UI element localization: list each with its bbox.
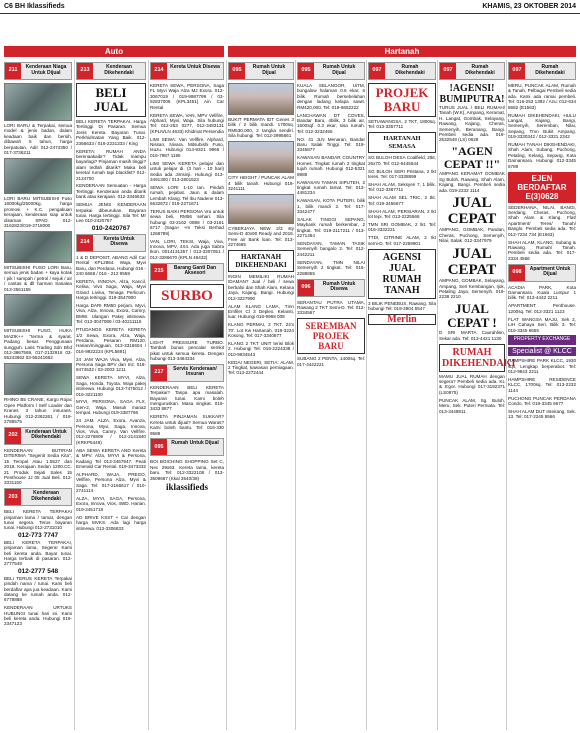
jual-cepat-banner: JUAL CEPAT ! <box>447 301 497 331</box>
ad-text: CITY HEIGHT / PUNCAK ALAM 4 bilik tanah. Hubungi 019-3241111 <box>228 175 294 191</box>
ad-text: HAMPSHIRE PARK KLCC, 1930 sqs, Lengkap berperabot. Tel: 012-9843 2211 <box>508 358 576 375</box>
ad-text: KERETA: RUMAH ANDA berenaakaibr? Tidak mampu bayarlagi? Pinjaman masih tinggi? alam tedlah ditarik? Maka beli kereta/ rumah tapi blacklist? 012-2124700 <box>76 148 146 181</box>
ad-text: NO. 41 JLN Menaran, Bandar Baru Salak Tinggi. Tel: 019-3345877 <box>297 136 365 153</box>
ad-text: KAWASAN, KOTA PUTERI, bilik 1, bilik mandi 2. Tel: 017-3342477 <box>297 198 365 215</box>
seremban-banner: SEREMBAN PROJEK BARU <box>297 318 365 354</box>
beli-jual-logo: BELI JUAL <box>76 83 146 117</box>
column-6 <box>368 60 436 730</box>
ad-text: INGIN MEMILIKI RUMAH IDAMAN? Jual / beli / sewa berbaloi dan Shah Alam, Kelana Jaya, Kajang, Bangi. Hubungi 012-3227990 <box>228 273 294 301</box>
house-photo <box>228 141 294 173</box>
category-header: 211 Kenderaan Niaga Untuk Dijual <box>4 62 72 80</box>
ad-text: LIMI SEWA: Van Vellfire, Alphard, Nissan, Nivara. Mitsubishi Fuso, Isuzu. Hubungi 014-9321 9965 / 016-7987 1195 <box>150 136 224 158</box>
ad-text: KERETA, INNOVA, Alza, Kancil, Kelisa, Vivo Saga, Waja, Myvi Grand Livina, Tenaga Perlicum. Harga tertinggi. 019-3547900 <box>76 278 146 301</box>
column-divider <box>148 60 149 730</box>
phone-number: 012-773 7747 <box>17 532 59 540</box>
header-section: C6 BH Iklassifieds <box>4 3 65 10</box>
ad-text: SALAK TINGGI SEPANG, Maybank rumah berkembar, 2 tingkat. Tel: 019-2117211 / 013-2271464 <box>297 216 365 239</box>
ad-text: RUMAH DIKEHENDAKI, HULU Langat, Kajang, Bangi, Semenyih, Seremban, Nilai, Sepang, Tmn Bukit Ampang. 019-3330342 / 012-3321 2342 <box>508 112 576 140</box>
ad-text: LANCHAWAN DT COVES, Bandar Baru, 4bilik, 3 bilik air, 1600sqf. 0.3 ekar, sisa rumah. Tel: 012-3232455 <box>297 112 365 134</box>
category-header: 097 Rumah Dikehendaki <box>439 62 505 80</box>
ad-text: SETIAWANGSA, 2 TKT, 1800sq. Tel: 013-3357711 <box>368 119 436 130</box>
ad-text: BELI KERETA TERPAKAI pinjaman lama / tamat, dengan tunai segera. Terus bayaran tunai. Hubungi 012-2731010 <box>4 509 72 531</box>
ad-text: SERANTAU PUTRA UTAMA, Rawang 2 TKT Semi-D. Tel: 012-3334567 <box>297 299 365 316</box>
ad-text: RUMAH TANAH DIKEHENDAKI, Shah Alam, Subang, Puchong, Petaling, Kelang, Sepang, Kota Damansara. Hubungi 012-3345 6789 <box>508 142 576 169</box>
ad-text: HAMPSHIRE RESIDENCE KLCC, 1700sq. Tel: 013-2232 1144 <box>508 376 576 393</box>
truck-photo <box>4 83 72 121</box>
ad-text: SENDAYAN, TAMAN TASIK Semenyih bangalo 2. Tel: 012-2442211 <box>297 241 365 257</box>
section-auto-bar: Auto <box>4 46 224 57</box>
ad-text: LORI BARU & Terpakai, semua model & jenis badan, dalam keadaan baik dan bersih, dibawah 5 tahun, harga berpatutan. Adir 012-2474350 / 017-3736211 <box>4 123 72 156</box>
column-2 <box>76 60 146 730</box>
ad-text: BELI KERETA TERPAKAI. Harga Tertinggi Di Pasaran. Semua Jenis Kereta. Bayaran Tunai. Perkhidmatan Yang Baik. 012-2366633 / 016-2231333 / King <box>76 119 146 146</box>
ad-text: SHAH ALAM, PERSIARAN, 2 tkt lot tepi. Tel: 013-2225566 <box>368 208 436 219</box>
ad-text: 1 & D DEPOSIT, ABANG Adil Car Rental KPL2864. Waja, Myvi Baru, dan Perdana. Hubungi 016 - 240 6668 / 016 - 212 9559 <box>76 254 146 276</box>
iklassifieds-logo: iklassifieds <box>165 482 208 493</box>
ad-text: KERETA PINJAMAN SUKKAR? Kereta untuk dijual? Semua Waras? Kami boleh bantu. Tel: 016-330 9589 <box>150 414 224 436</box>
column-divider <box>506 60 507 730</box>
category-header: 214 Kereta Untuk Disewa <box>76 234 146 252</box>
category-header: 097 Rumah Dikehendaki <box>508 62 576 80</box>
category-header: 203 Kenderaan Dikehendaki <box>4 488 72 506</box>
column-divider <box>74 60 75 730</box>
category-header: 097 Rumah Dikehendaki <box>368 62 436 80</box>
category-header: 095 Rumah Untuk Dijual <box>150 438 224 456</box>
ad-text: KEDAI NEGERI, SETIA: ALAM, 2 Tingkat, kawasan perniagaan. Tel: 013-2272444 <box>228 359 294 376</box>
column-7 <box>439 60 516 730</box>
ad-text: CYBERJAYA NEW 2/3 sty Semi-D 40x90 Ready and 2016. Free air Bank loan. Tel: 013-2274665 <box>228 225 294 248</box>
ad-text: SHAH ALAM, KLANG, Subang & Rawang. Rumah/ Tanah. Pembeli sedia ada. Tel: 017-2334 4566 <box>508 239 576 261</box>
rumah-dikehendaki-banner: RUMAH DIKEHENDAKI <box>439 344 505 372</box>
ad-text: SHAH ALAM DUT Inteirang, Sek. 13. Tel: 017-2245 5566 <box>508 408 576 420</box>
ad-text: SG BULOH DESA Coalfield, 2tkt, 26x70. Tel: 012-6445544 <box>368 155 436 166</box>
ad-text: TMN SRI GOMBAK, 2 tkt. Tel: 016-3332221 <box>368 221 436 233</box>
header-date: KHAMIS, 23 OKTOBER 2014 <box>482 3 576 10</box>
category-header: 214 Kereta Untuk Disewa <box>150 62 224 80</box>
column-divider <box>366 60 367 730</box>
ad-text: ALAM KLANG LAMA, Tmn Emfiler Cl 3 Deplex. Kelaniti, luar. Hubungi 016-9968 008 <box>228 303 294 320</box>
ad-text: KENDERAAN BELI KERETA Terpakai? Tanpa apa masalah. Bayaran tunai. Kami boleh menguruskan. Masa singkat. 019-3433 8877 <box>150 384 224 412</box>
ad-text: KERETA SEWA, VAN, MPV Vellfire, Alphard, Myvi, Waja. Sila hubungi Tel: 012-253 0277, 012-3483131 (KPLN/LN 4633) Khidmat Persendia <box>150 112 224 134</box>
ad-text: KLANG 2 TKT UNIT terisi Blok 2. Hubungi Tel: 016-2224338 / 010-9934543 <box>228 340 294 357</box>
phone-number: 012-2777 548 <box>17 568 59 576</box>
truck-photo <box>4 363 72 395</box>
ad-text: SHAH ALAM SEL TRIC, 2 tkt. Tel: 019-3456677 <box>368 195 436 206</box>
column-divider <box>226 60 227 730</box>
ad-text: SEWA LORI 1-10 tan. Pindah rumah, pejabat. Jaun & dalam Lembah Klang. Tel Ibu Nadene 013-6632672 / 019-2271671 <box>150 184 224 207</box>
column-divider <box>437 60 438 730</box>
ad-text: SEWA KERETA MYVI, Alza, Saga, Honda, Toyota. Waja pakej istimewa. Hubungi 013-7475012 / 016-3221100 <box>76 375 146 397</box>
category-header: 098 Apartment Untuk Dijual <box>508 264 576 282</box>
category-header: 215 Barang Ganti Dan Aksesori <box>150 263 224 281</box>
ad-text: SUBANG 2 PENTA, 1400sq. Tel: 017-4442221 <box>297 356 365 367</box>
column-divider <box>295 60 296 730</box>
hartanah-semasa-banner: HARTANAH SEMASA <box>368 132 436 153</box>
ad-text: AMPANG, GOMBAK, Pandan, Cheras, Puchong, Semenyih, Nilai, Salak. 012-3347979 <box>439 227 505 244</box>
ad-text: LIMI SEWA KERETA pelajar dan untuk pelajar di. (3 hari - 10 hari) Sedia ada Jimsinji. Hubungi 013-3491300 / 013-2801523 <box>150 160 224 182</box>
category-header: 095 Rumah Untuk Dijual <box>297 62 365 80</box>
ad-text: BELI TERUS KERETA Terpakai pindah nama / tunai. Kami beli berdaftar apa jua keadaan. Kami datang ke rumah anda. 012-6778888 <box>4 575 72 603</box>
column-4 <box>228 60 294 730</box>
merlin-logo: Merlin <box>368 314 436 325</box>
ad-text: AMPANG, GOMBAK, Selayang, Ampang, Seri Kembangan, Ijok, Petaling Jaya, Semenyih. 019-2238 2210 <box>439 278 505 300</box>
truck-photo <box>4 231 72 263</box>
category-header: 217 Servis Kenderaan/ Insuran <box>150 364 224 382</box>
section-hartanah-bar: Hartanah <box>228 46 576 57</box>
ad-text: 24 JAM. ALZA, Exora, Avanza, Persona, Myvi, Saga, Innova, Vios, Viva, Camry. Van Vellfire. 012-2276809 / 012-2141840 (KRKP5449) <box>76 418 146 445</box>
truck-photo <box>4 294 72 326</box>
house-photo <box>228 83 294 115</box>
hartanah-dikehendaki-banner: HARTANAH DIKEHENDAKI <box>228 250 294 272</box>
ad-text: SG BULOH SERI Pristana, 2 tkt teres. Tel: 017-3338899 <box>368 168 436 180</box>
ad-text: MAMU JUAL RUMAH dengan segera? Pembeli sedia ada. KL & S'gor. Hubungi 017-3192371 (LS0975) <box>439 373 505 395</box>
ad-text: MITSUBISHI FUSO LORI Baru, semua jenis badan + kaya kotak / pik / sampah / petrol / sejuk / air / cantas & dll harman Sanalea 013-2561155 <box>4 264 72 292</box>
ad-text: VAN, LORI, TEKSI, Waja, Viva, Innova, MPV, 4X4. Ada juga Sabra Ikon. 0014131357 / 013-3307051 / 012-3286670 (KPLN 46432) <box>150 238 224 260</box>
phone-number: 010-2420767 <box>91 225 131 233</box>
ad-text: SHAH ALAM, Seksyen 7, 1 bilik. Tel: 012-3367711 <box>368 181 436 193</box>
ad-text: SEDERHANA, NILAI, BANGI, Serdang, Cheras, Puchong, Shah Alam & Klang. Flat/ Apartment/ Teres/ Tanah/ Banglo. Pembeli sedia ada. Tel: 012-7234 734 (E1563) <box>508 204 576 237</box>
column-5 <box>297 60 365 730</box>
ad-text: KLANG PERMAI, 2 TKT. 24'x 70'. Lot Kw Hartanah. 019-3224 Kosong. Tel: 017-3340877 <box>228 322 294 339</box>
jual-cepat-banner: JUAL CEPAT <box>447 246 497 279</box>
ad-text: KENDERAAN BUTIRAN DITERIMA "Segenit Sedia Kita", 15 Tempat Atau 1.5527 dan 2018. Kerajaan Sedan 1200.CC. 21 Produk Sejati Sales 15 Penthouse JJ 05 Jual Beli. 012-3331150 <box>4 447 72 486</box>
column-3 <box>150 60 224 730</box>
column-8 <box>508 60 576 730</box>
ad-text: FLAT WANGSA MAJU, Sek 2, LIH Cahaya Seri, Bilik 3. Tel: 016-3345 6655 <box>508 316 576 333</box>
surbo-logo: SURBO <box>150 284 224 308</box>
category-header: 096 Rumah Untuk Disewa <box>297 279 365 297</box>
ad-text: KUALA SELANGOR, UiTM, bungalow halaman 0.6 ekar, 6 bilik. Rumah bersebelahan dengan ladang kelapa sawit. RM420,000. Tel: 019-6652222 <box>297 83 365 110</box>
ad-text: KAWASAN TAMAN SIPUTEH, 2 tingkat rumah tamat. Tel: 013-4481234 <box>297 179 365 196</box>
specialist-banner: Specialist @ KLCC <box>508 347 576 356</box>
ad-text: KAWASAN BANDAR COUNTRY Homes. Tingkat rumah 2 tingkat tujuh rumah. Hubungi 012-5321 8888 <box>297 155 365 177</box>
ad-text: TERUS BAIKI PERSONA Vra untuk sewa beli, RM56 sehari. Sila hubungi 03-2162 0888 / 03-2161 6717 (Saga+ +m Teksi Berhad 1268789) <box>150 209 224 236</box>
ad-text: BELI KERETA TERPAKAI, pinjaman lama, Segera! Kami beli kereta anda. Bayar tunai. Harga terbaik di pasaran. 012-2777548 <box>4 539 72 567</box>
category-header: 202 Kenderaan Untuk Dikehendaki <box>4 427 72 445</box>
category-header: 095 Rumah Untuk Dijual <box>228 62 294 80</box>
ejen-berdaftar-banner: EJEN BERDAFTAR E(3)0628 <box>508 172 576 203</box>
agensi-banner: !AGENSI! BUMIPUTRA! <box>439 83 505 105</box>
agensi-jual-banner: AGENSI JUAL RUMAH TANAH <box>368 249 436 299</box>
column-1 <box>4 60 72 730</box>
ad-text: MERU, PUNCAK ALAM, Rumah & Tanah, Pelbagai Pembeli sedia ada. Kami ada ramai pembeli. Tel: 016-253 1392 / Azu: 012-634 8682 (E1563) <box>508 83 576 110</box>
ad-text: ACADIA PARK, Kota Damansara. Kuala Lumpur 1 bilik. Tel: 013-4442 2211 <box>508 284 576 301</box>
ad-text: PUCHONG PUNCAK PERDANA Condo. Tel: 019-3345 6677 <box>508 395 576 407</box>
ad-text: PTUDANOS KERETA KERETA 1/2 Sewa, Exora, Alza, Waja, Perdana, Pesaran RM120. Harian/mingguan. 013-3316604 / 016-9922224 (KPL5691) <box>76 327 146 354</box>
ad-text: LORI BARU MITSUBISHI Fuso 16000kg/25000kg, harga promosi + K.C. pengakuan kerajaan, kenderaan siap untuk disaman SPAD. 012-3162823/019-2718000 <box>4 195 72 228</box>
ad-text: SEMUA JENIS KENDERAAN terpakai dibeurukan. Bayaran tunai. Harga tertinggi. Sila Tel: Mr Lee 010-2420767 <box>76 202 146 224</box>
ad-text: RHINO B5 CRANE, Kargo Rojac Open Platform / Self Loader dan Kranes 3 tahun insurans. Hubungi 012-2362261 / 019-2788575 <box>4 397 72 424</box>
ad-text: AMPANG KERAMAT GOMBAK Sg Buloh, Rawang, Shah Alam, Kajang, Bangi. Pembeli sedia ada. 019-2232 1114 <box>439 171 505 193</box>
truck-photo <box>4 158 72 194</box>
ad-text: ALPHARD, WAJA, PREGO, Vellfire, Persona Alza, Myvi & Saga. Tel: 017-2166617 / 010-2741114 <box>76 471 146 494</box>
ad-text: ABA SEWA KERETA AND Kereta & MPV. Alza, MYVI & Persona, Kadang Tel 013-3467947. Peati Emerald Car Rental. 019-3473332 <box>76 447 146 469</box>
ad-text: BOI BOICHING SHOPPING Set C, Nec 29x63. Kereta lama, kereta baru. Tel: 012-3322108 / 013-3509667 (Kkal 3540/38) <box>150 459 224 481</box>
ad-text: ALZA, MYVI, SAGA, Persona, Exora, Innova, Vios, 4WD. Harian. 019-2451718 <box>76 495 146 512</box>
ad-text: TTDI, CITRINE ALAM, 2 tkt semi-D. Tel: 017-2259901 <box>368 235 436 246</box>
agen-cepat-banner: "AGEN CEPAT !!" <box>443 144 501 172</box>
ad-text: PUNCAK ALAM, Sg. Buloh, Meru, Sek. Puteri Permata. Tel: 013-3448811 <box>439 397 505 414</box>
ad-text: MYVI, PERSONA, SAGA FLX, Gen-2, Waja. Masuk mana2 tempat. Hubungi 019-3387766 <box>76 399 146 416</box>
ad-text: TURUS JUAL / BELI RUMAH/ Tanah (W.K), Ampang, Keramat, H. Langat, Gombak, Selayang, Rawang, Kajang, Cheras, Semenyih, Beranang, Bangi. Pembeli sedia ada. 019-2532548 (LS) 0628 <box>439 105 505 143</box>
category-header: 213 Kenderaan Dikehendaki <box>76 62 146 80</box>
projek-baru-banner: PROJEK BARU <box>368 83 436 117</box>
ad-text: APARTMENT Penthouse. 1200sq. Tel: 012-3321 1123 <box>508 303 576 314</box>
ad-text: SENDAYAN, TMN NILAI Semenyih 2 tingkat. Tel: 016-2288855 <box>297 259 365 276</box>
ad-text: MITSUBISHI FUSO, HUKA MAZIK++ "terma & syarat. Padang besar. Penggunaan sungguh. Laris Trading Sdn Bhd 012-3667569, 017-2132916 03-55243662 03-55241662 <box>4 328 72 361</box>
ad-text: KENDERAAN URTUKS HUBUNGI tunai hari ini. Kami beli kereta anda. Hubungi 019-2347123 <box>4 605 72 627</box>
ad-text: KERETA SEWA, PERSONA, Saga FL Myvi Waja Alza MJ Exora. 012-3067019 / 019-9987799 / 03-92837006 (KPL3451) Ain Car Rental <box>150 83 224 110</box>
ad-text: KENDERAAN Semuatan - Harga Tertinggi. Kenderaan anda ditarik bank atau kerajaan. 012-3346633 <box>76 183 146 200</box>
ad-text: BUKIT PERMATA IDT Cenes 3 bilik / 2 bilik mandi. 1700sq. RM530,000, 2 tangka sendiri. Sila hubungi. Tel: 012-2995661 <box>228 117 294 139</box>
property-exchange-logo: PROPERTY EXCHANGE <box>508 335 576 344</box>
top-header <box>0 0 580 14</box>
ad-text: AD BRIVE KSST + Car dengan harga MVKS. Ada lagi harga istimewa. 013-3306633 <box>76 514 146 531</box>
ad-text: 3 BILIK PENEBUS, Rawang. Sila hubungi Tel: 019-3904 5547 <box>368 300 436 311</box>
ad-text: Harga DARI RM50 perjam, Myvi, Viva, Alza, Innova, Exora, Camry, BMW. Ulangan Pakej istimewa. Tel: 013-3047089 / 03-40211115 <box>76 302 146 325</box>
jual-cepat-banner: JUAL CEPAT <box>447 195 497 228</box>
ad-text: LIGHT PRESSURE TURBO. Tambah bunus pencalar semkit pikat untuk semua kereta. Dengan hubungi 013-3484334 <box>150 339 224 361</box>
turbo-photo <box>150 310 224 338</box>
ad-text: D SRI MARTA Caurahlisn, Sekar ada. Tel: 013-4421 1130 <box>439 330 505 341</box>
house-photo <box>228 194 294 224</box>
ad-text: 24 JAM WAJA Viva, Myvi, Alza, Persona Saga BPV dan Iriz. 018-9474532 / 03-2003 1211 <box>76 356 146 373</box>
